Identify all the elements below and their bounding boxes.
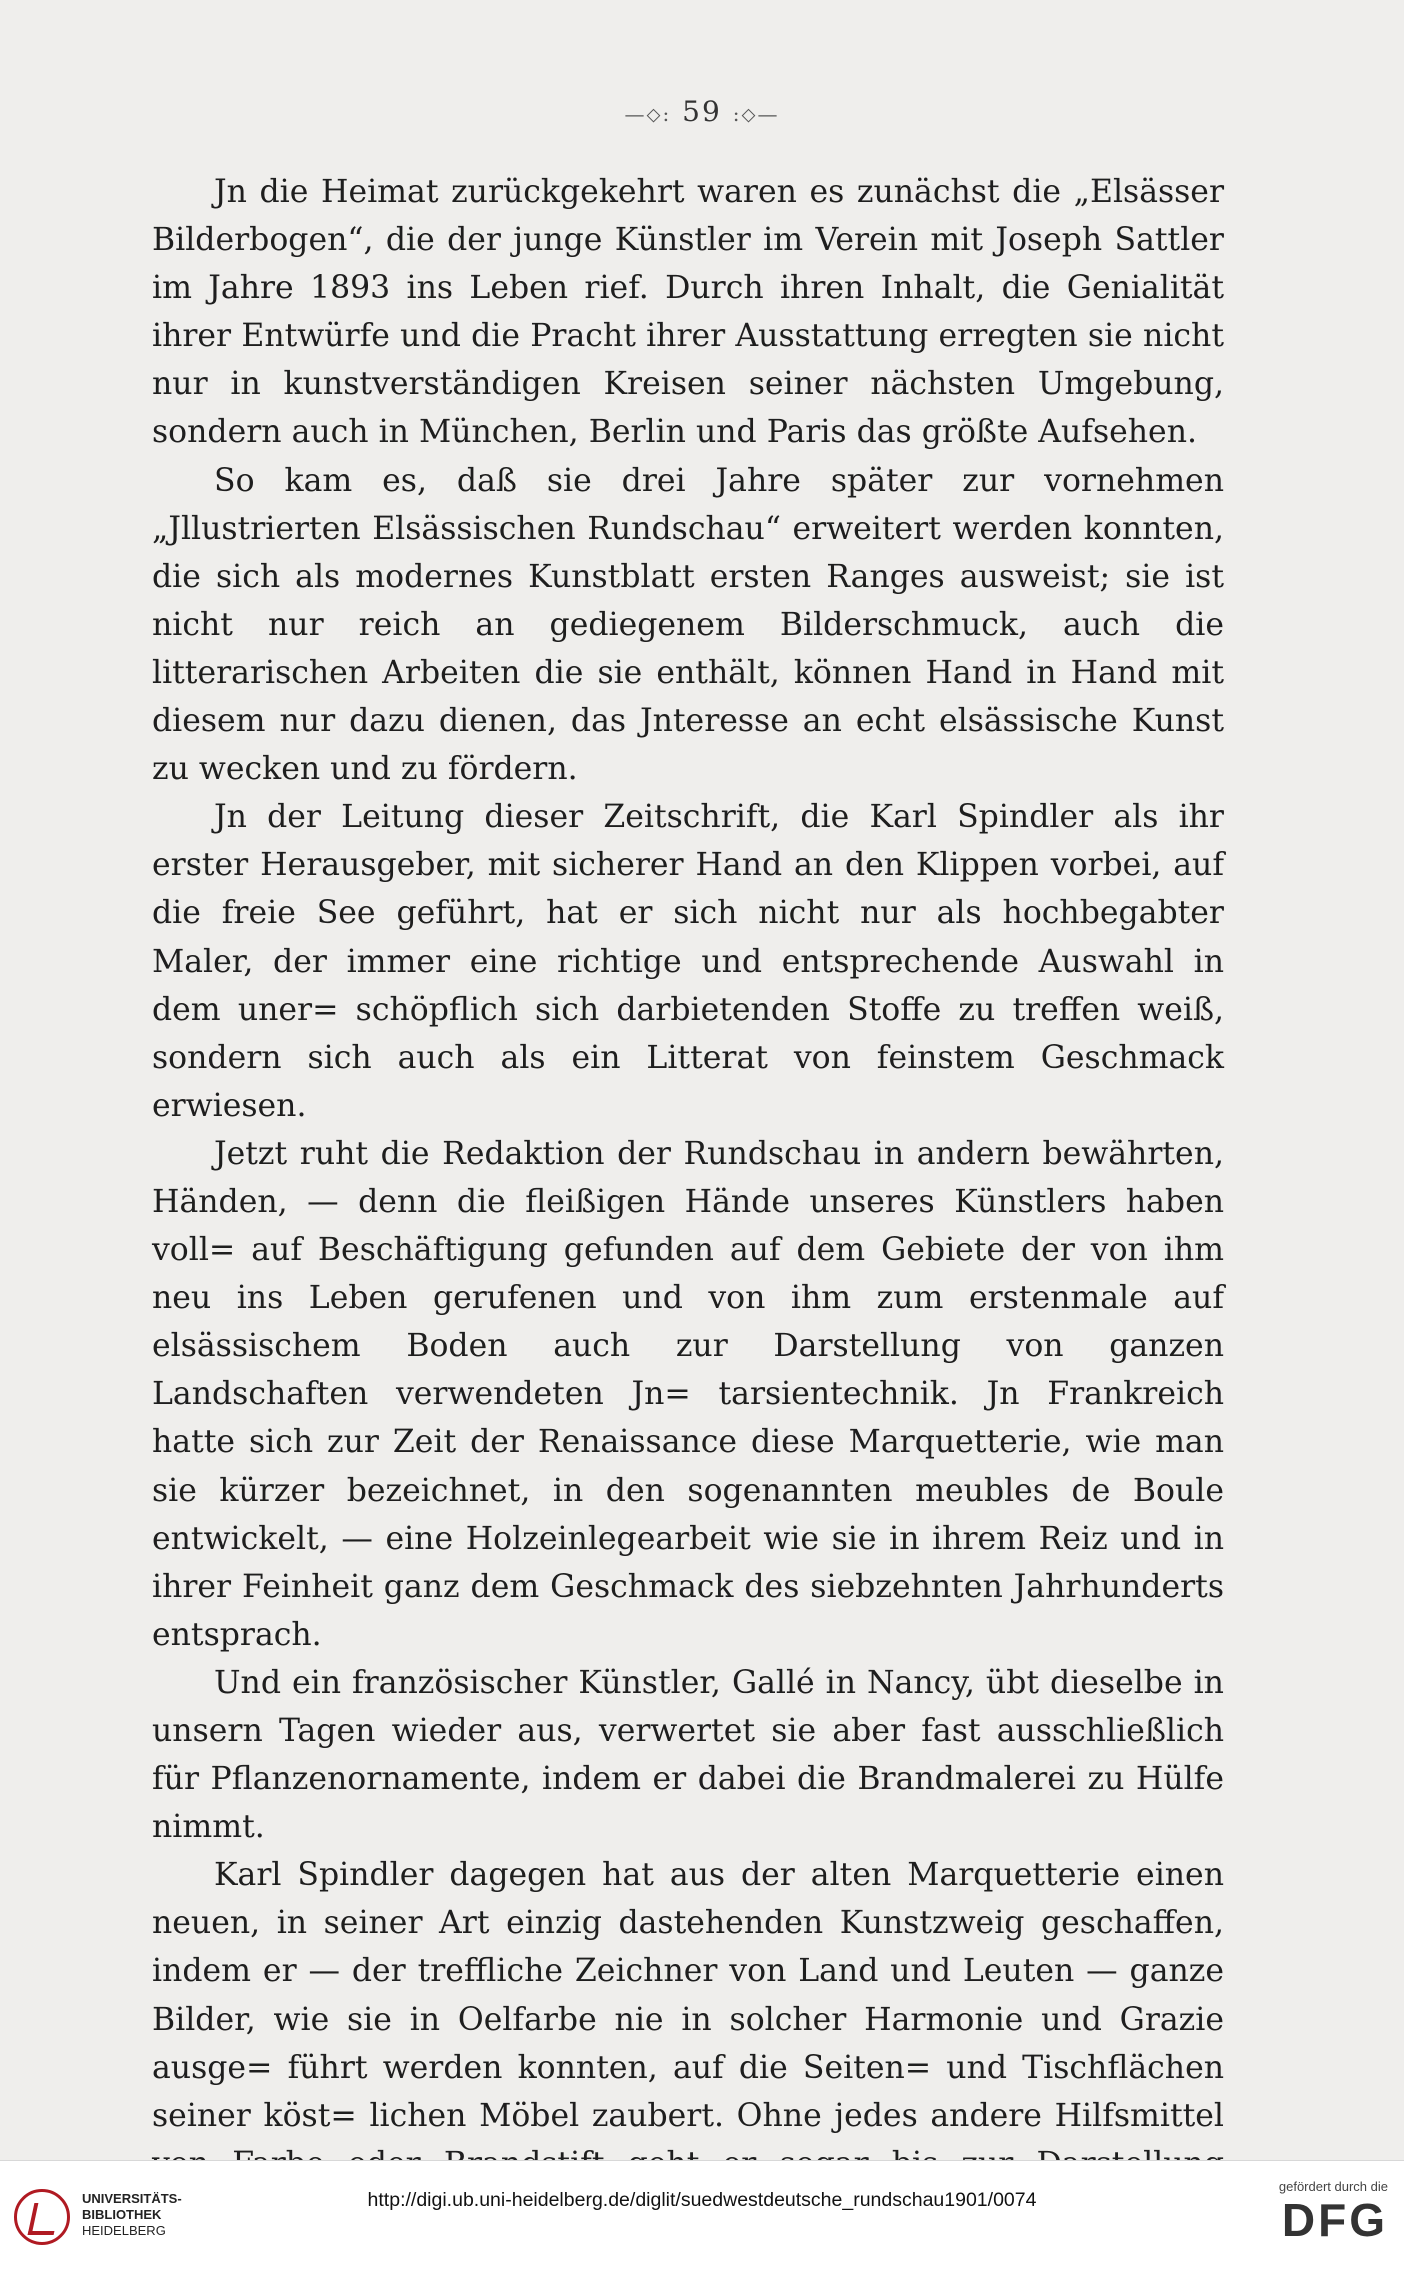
dfg-logo[interactable]: DFG	[1281, 2194, 1388, 2246]
ornament-left: —⬦:	[624, 102, 672, 126]
text-line: die freie See geführt, hat er sich nicht nur als hochbegabter Maler,	[152, 895, 1224, 980]
text-line: siebzehnten Jahrhunderts entsprach.	[152, 1568, 1224, 1653]
text-line: für Pflanzenornamente, indem er dabei die Brandmalerei zu Hülfe	[152, 1761, 1224, 1798]
page-number: 59	[682, 95, 722, 128]
library-name-line-3: HEIDELBERG	[82, 2223, 166, 2238]
text-line: in ihrem Reiz und in ihrer Feinheit ganz dem Geschmack des	[152, 1520, 1225, 1605]
text-line: auf Beschäftigung gefunden auf dem Gebiete der von ihm neu ins	[152, 1232, 1225, 1317]
text-line: nur in kunstverständigen Kreisen seiner nächsten Umgebung, sondern	[152, 366, 1224, 451]
text-line: Jn der Leitung dieser Zeitschrift, die Karl Spindler als ihr	[214, 799, 1224, 836]
source-url-link[interactable]: http://digi.ub.uni-heidelberg.de/diglit/suedwestdeutsche_rundschau1901/0074	[367, 2189, 1037, 2211]
library-name-line-2: BIBLIOTHEK	[82, 2207, 162, 2222]
text-line: lichen Möbel zaubert. Ohne jedes andere Hilfsmittel	[369, 2097, 1225, 2134]
paragraph	[152, 793, 1224, 1130]
text-line: führt werden konnten, auf die Seiten= und Tischflächen seiner köst=	[152, 2049, 1224, 2134]
text-line: auch in München, Berlin und Paris das größte Aufsehen.	[291, 414, 1198, 451]
text-line: „Jllustrierten Elsässischen Rundschau“ erweitert werden konnten, die	[152, 510, 1224, 595]
text-line: Leben gerufenen und von ihm zum erstenmale auf elsässischem Boden	[152, 1280, 1224, 1365]
text-line: diese Marquetterie, wie man sie kürzer bezeichnet, in den sogenannten	[152, 1424, 1225, 1509]
ornament-right: :⬦—	[732, 102, 780, 126]
text-line: schöpflich sich darbietenden Stoffe zu treffen weiß, sondern sich auch	[152, 991, 1225, 1076]
funded-by-caption: gefördert durch die	[1278, 2179, 1388, 2194]
paragraph	[152, 457, 1224, 794]
text-line: Bilderbogen“, die der junge Künstler im Verein mit Joseph Sattler	[152, 222, 1224, 259]
text-line: Jn die Heimat zurückgekehrt waren es zunächst die „Elsässer	[214, 174, 1224, 210]
funding-notice	[1238, 2179, 1388, 2246]
footer-bar	[0, 2160, 1404, 2273]
text-line: die sie enthält, können Hand in Hand mit diesem nur dazu dienen,	[152, 654, 1224, 740]
text-line: auch zur Darstellung von ganzen Landschaften verwendeten Jn=	[152, 1328, 1224, 1413]
page-header	[0, 95, 1404, 128]
text-line: Karl Spindler dagegen hat aus der alten Marquetterie einen	[214, 1857, 1224, 1894]
text-line: meubles de Boule entwickelt, — eine Holzeinlegearbeit wie sie	[152, 1472, 1224, 1557]
text-line: So kam es, daß sie drei Jahre später zur vornehmen	[214, 462, 1224, 499]
text-line: wie sie in Oelfarbe nie in solcher Harmonie und Grazie ausge=	[152, 2001, 1224, 2086]
text-line: er — der treffliche Zeichner von Land und Leuten — ganze Bilder,	[152, 1953, 1224, 2038]
text-line: im Jahre 1893 ins Leben rief. Durch ihren Inhalt, die Genialität	[152, 270, 1224, 307]
text-line: das Jnteresse an echt elsässische Kunst zu wecken und zu fördern.	[152, 703, 1224, 788]
text-line: Jetzt ruht die Redaktion der Rundschau in andern bewährten,	[214, 1135, 1224, 1172]
text-line: tarsientechnik. Jn Frankreich hatte sich zur Zeit der Renaissance	[152, 1376, 1224, 1461]
paragraph	[152, 168, 1224, 457]
text-line: der immer eine richtige und entsprechende Auswahl in dem uner=	[152, 943, 1224, 1028]
text-line: ihrer Entwürfe und die Pracht ihrer Ausstattung erregten sie nicht	[152, 318, 1224, 355]
text-line: reich an gediegenem Bilderschmuck, auch die litterarischen Arbeiten	[152, 606, 1224, 691]
paragraph	[152, 1659, 1224, 1851]
body-text	[152, 168, 1224, 2236]
text-line: Und ein französischer Künstler, Gallé in Nancy, übt dieselbe	[214, 1664, 1183, 1701]
text-line: nimmt.	[152, 1809, 265, 1846]
paragraph	[152, 1130, 1224, 1659]
text-line: Händen, — denn die fleißigen Hände unseres Künstlers haben voll=	[152, 1183, 1224, 1269]
library-name-line-1: UNIVERSITÄTS-	[82, 2191, 182, 2206]
text-line: in unsern Tagen wieder aus, verwertet sie aber fast ausschließlich	[152, 1664, 1224, 1749]
text-line: als ein Litterat von feinstem Geschmack erwiesen.	[152, 1039, 1225, 1124]
text-line: sich als modernes Kunstblatt ersten Ranges ausweist; sie ist nicht nur	[152, 558, 1225, 643]
text-line: neuen, in seiner Art einzig dastehenden Kunstzweig geschaffen, indem	[152, 1905, 1224, 1990]
text-line: erster Herausgeber, mit sicherer Hand an den Klippen vorbei, auf	[152, 847, 1224, 884]
